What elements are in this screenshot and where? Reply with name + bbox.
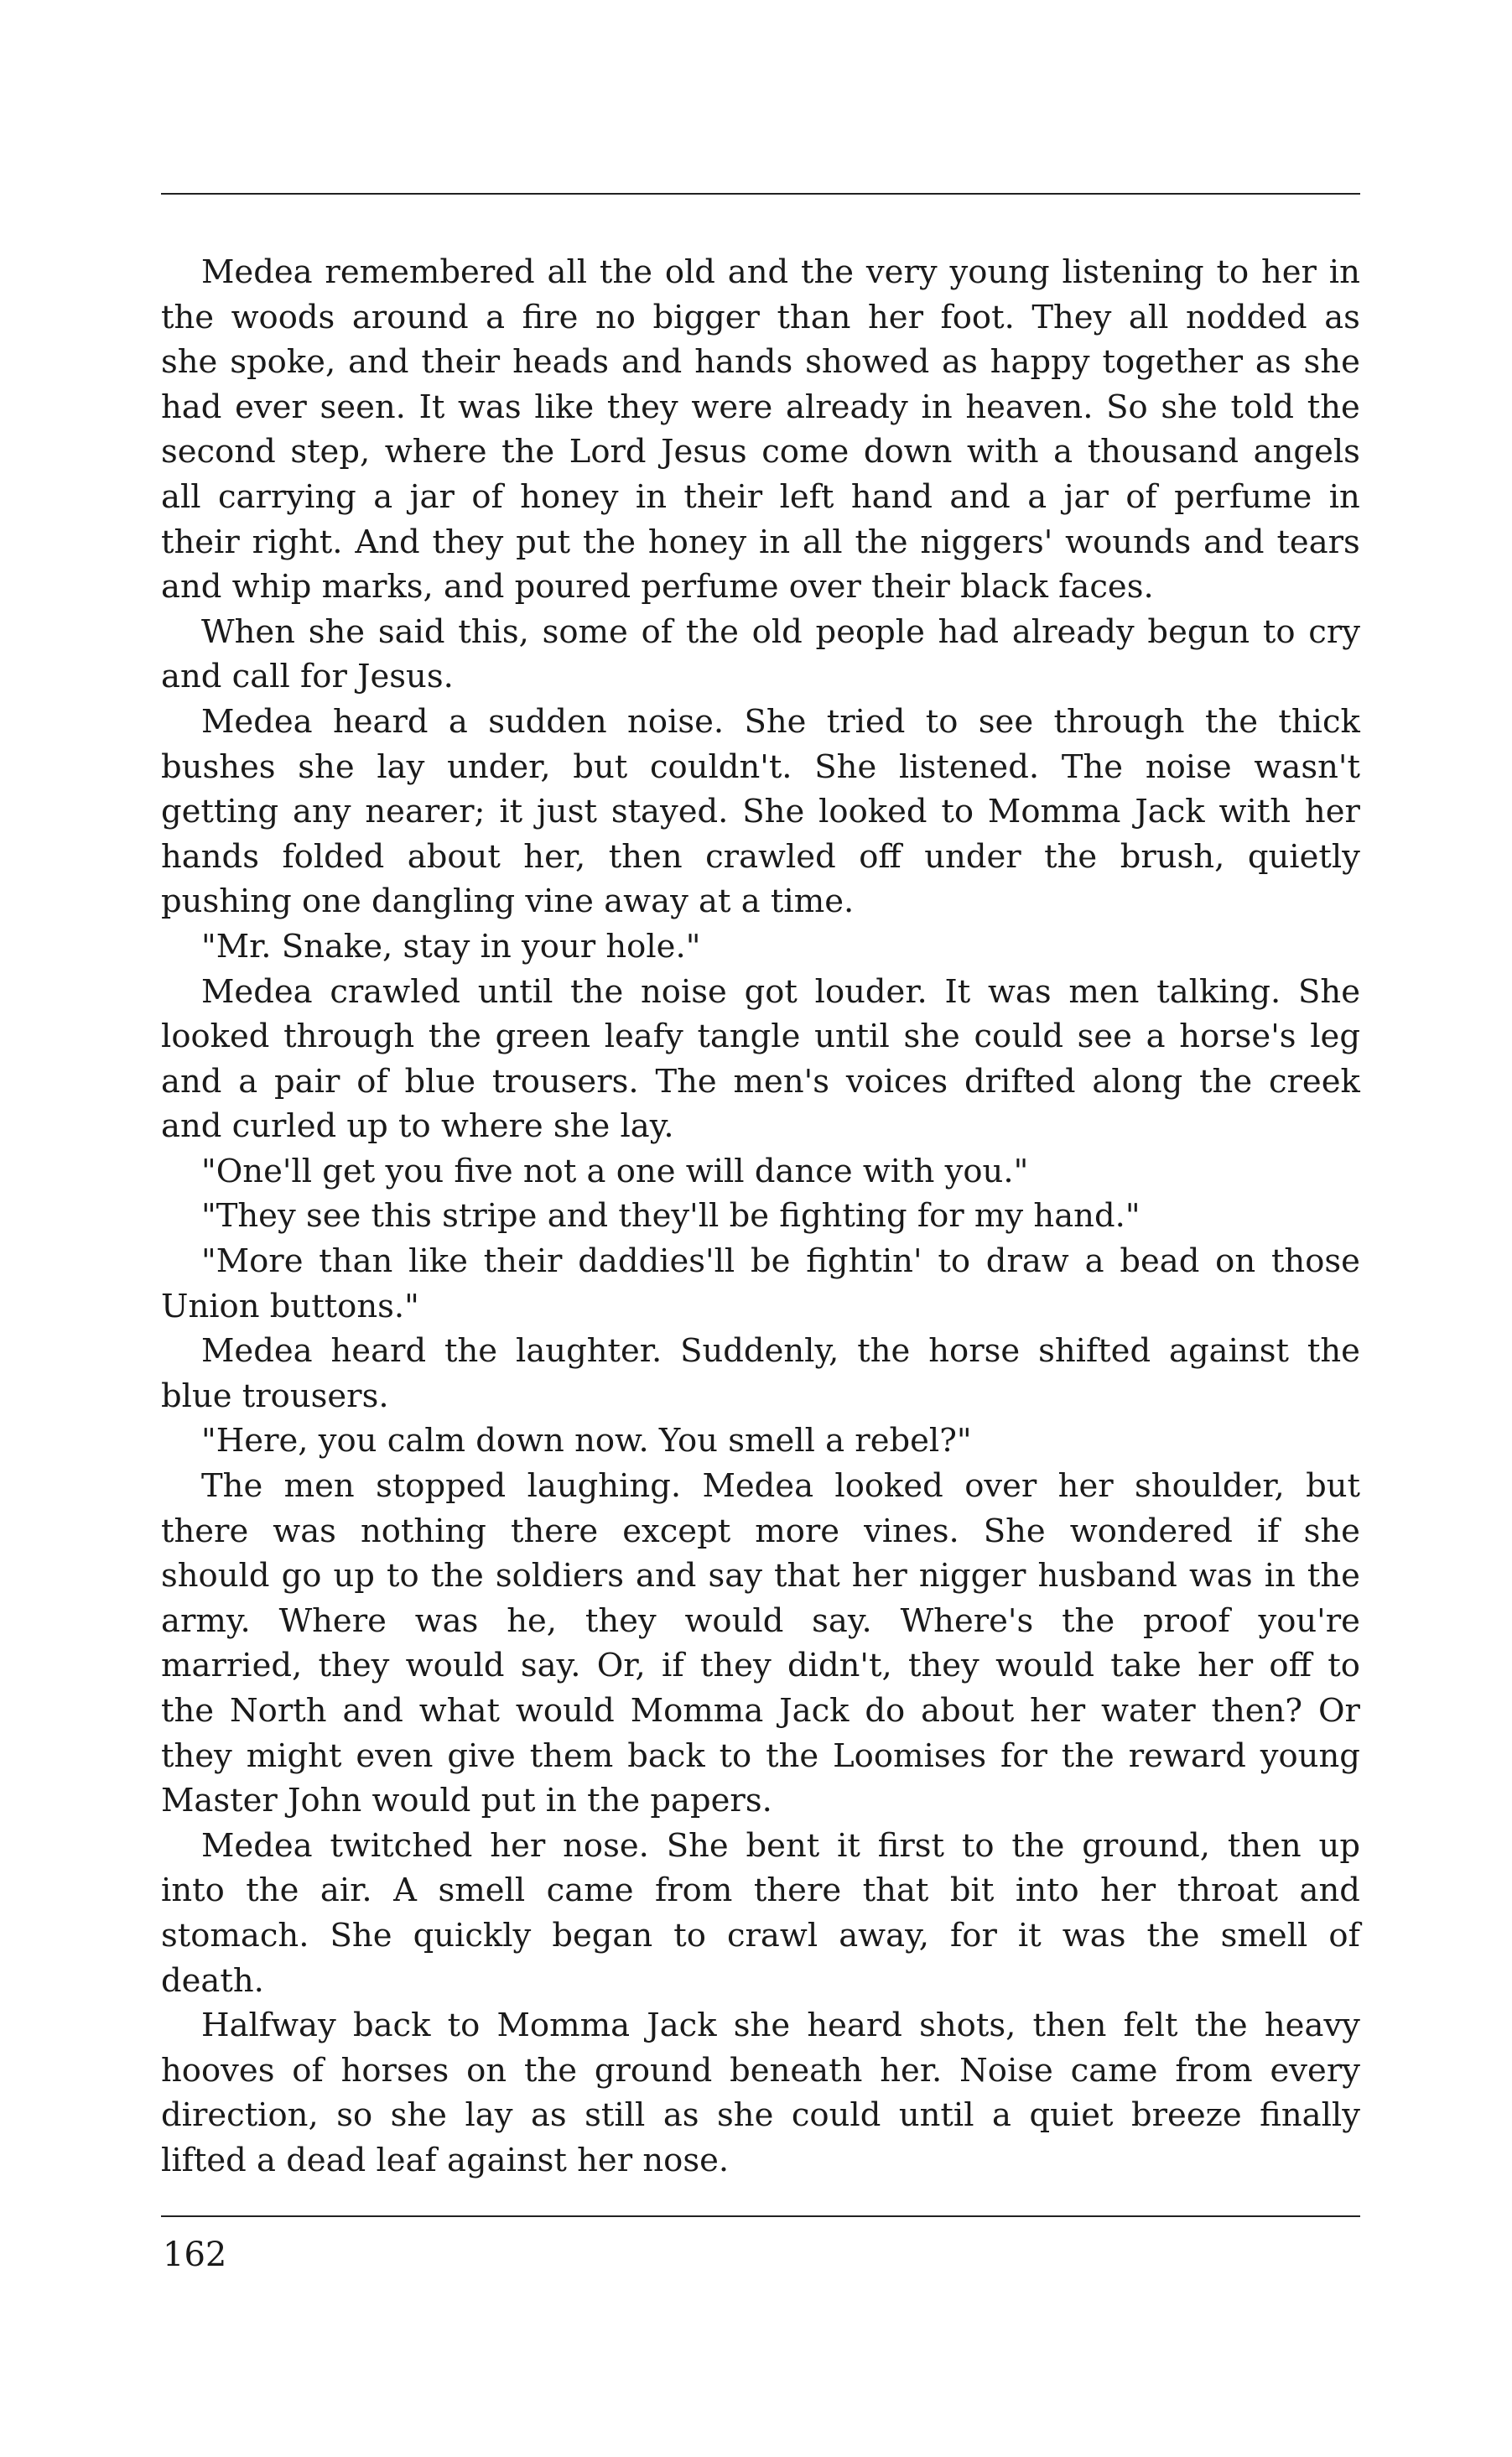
text-line: hands folded about her, then crawled off under the brush, quietly: [161, 837, 1360, 876]
text-line: army. Where was he, they would say. Where's the proof you're: [161, 1601, 1360, 1640]
text-line: into the air. A smell came from there that bit into her throat and: [161, 1871, 1360, 1910]
text-line: all carrying a jar of honey in their left hand and a jar of perfume in: [161, 477, 1360, 516]
text-line: the woods around a fire no bigger than her foot. They all nodded as: [161, 298, 1360, 336]
text-line: "Here, you calm down now. You smell a rebel?": [201, 1422, 972, 1460]
text-line: When she said this, some of the old people had already begun to cry: [201, 612, 1360, 651]
text-line: and a pair of blue trousers. The men's voices drifted along the creek: [161, 1062, 1360, 1101]
text-line: "One'll get you five not a one will dance with you.": [201, 1152, 1029, 1190]
text-line: their right. And they put the honey in all the niggers' wounds and tears: [161, 523, 1360, 561]
text-line: they might even give them back to the Loomises for the reward young: [161, 1736, 1360, 1775]
text-line: Medea heard a sudden noise. She tried to see through the thick: [201, 702, 1360, 741]
text-line: direction, so she lay as still as she could until a quiet breeze finally: [161, 2096, 1360, 2135]
text-line: Union buttons.": [161, 1287, 419, 1325]
text-line: she spoke, and their heads and hands showed as happy together as she: [161, 343, 1360, 382]
text-line: pushing one dangling vine away at a time.: [161, 882, 855, 921]
text-line: blue trousers.: [161, 1377, 389, 1415]
body-text: [161, 250, 1360, 2184]
text-line: death.: [161, 1961, 264, 2000]
text-line: and whip marks, and poured perfume over their black faces.: [161, 568, 1154, 606]
text-line: lifted a dead leaf against her nose.: [161, 2141, 730, 2179]
text-line: bushes she lay under, but couldn't. She listened. The noise wasn't: [161, 747, 1360, 786]
text-line: The men stopped laughing. Medea looked over her shoulder, but: [201, 1467, 1360, 1506]
text-line: and curled up to where she lay.: [161, 1107, 674, 1146]
text-line: "They see this stripe and they'll be fighting for my hand.": [201, 1197, 1140, 1236]
text-line: "More than like their daddies'll be fightin' to draw a bead on those: [201, 1242, 1360, 1281]
text-line: Master John would put in the papers.: [161, 1782, 772, 1820]
text-line: Medea remembered all the old and the very young listening to her in: [201, 253, 1360, 291]
text-line: "Mr. Snake, stay in your hole.": [201, 927, 701, 966]
bottom-rule: [161, 2215, 1360, 2217]
text-line: looked through the green leafy tangle until she could see a horse's leg: [161, 1018, 1360, 1056]
page-number: 162: [163, 2236, 227, 2274]
text-line: there was nothing there except more vines. She wondered if she: [161, 1512, 1360, 1550]
text-line: had ever seen. It was like they were already in heaven. So she told the: [161, 388, 1360, 426]
text-line: Medea heard the laughter. Suddenly, the horse shifted against the: [201, 1332, 1360, 1371]
text-line: Medea crawled until the noise got louder. It was men talking. She: [201, 972, 1360, 1011]
text-line: married, they would say. Or, if they didn't, they would take her off to: [161, 1647, 1360, 1685]
text-line: hooves of horses on the ground beneath her. Noise came from every: [161, 2051, 1360, 2090]
text-line: Medea twitched her nose. She bent it first to the ground, then up: [201, 1826, 1360, 1865]
text-line: stomach. She quickly began to crawl away, for it was the smell of: [161, 1916, 1360, 1955]
text-line: Halfway back to Momma Jack she heard shots, then felt the heavy: [201, 2007, 1360, 2045]
text-line: the North and what would Momma Jack do about her water then? Or: [161, 1692, 1360, 1730]
text-line: and call for Jesus.: [161, 658, 454, 696]
text-line: should go up to the soldiers and say that her nigger husband was in the: [161, 1557, 1360, 1595]
text-line: second step, where the Lord Jesus come down with a thousand angels: [161, 433, 1360, 471]
top-rule: [161, 193, 1360, 195]
text-line: getting any nearer; it just stayed. She looked to Momma Jack with her: [161, 793, 1360, 831]
